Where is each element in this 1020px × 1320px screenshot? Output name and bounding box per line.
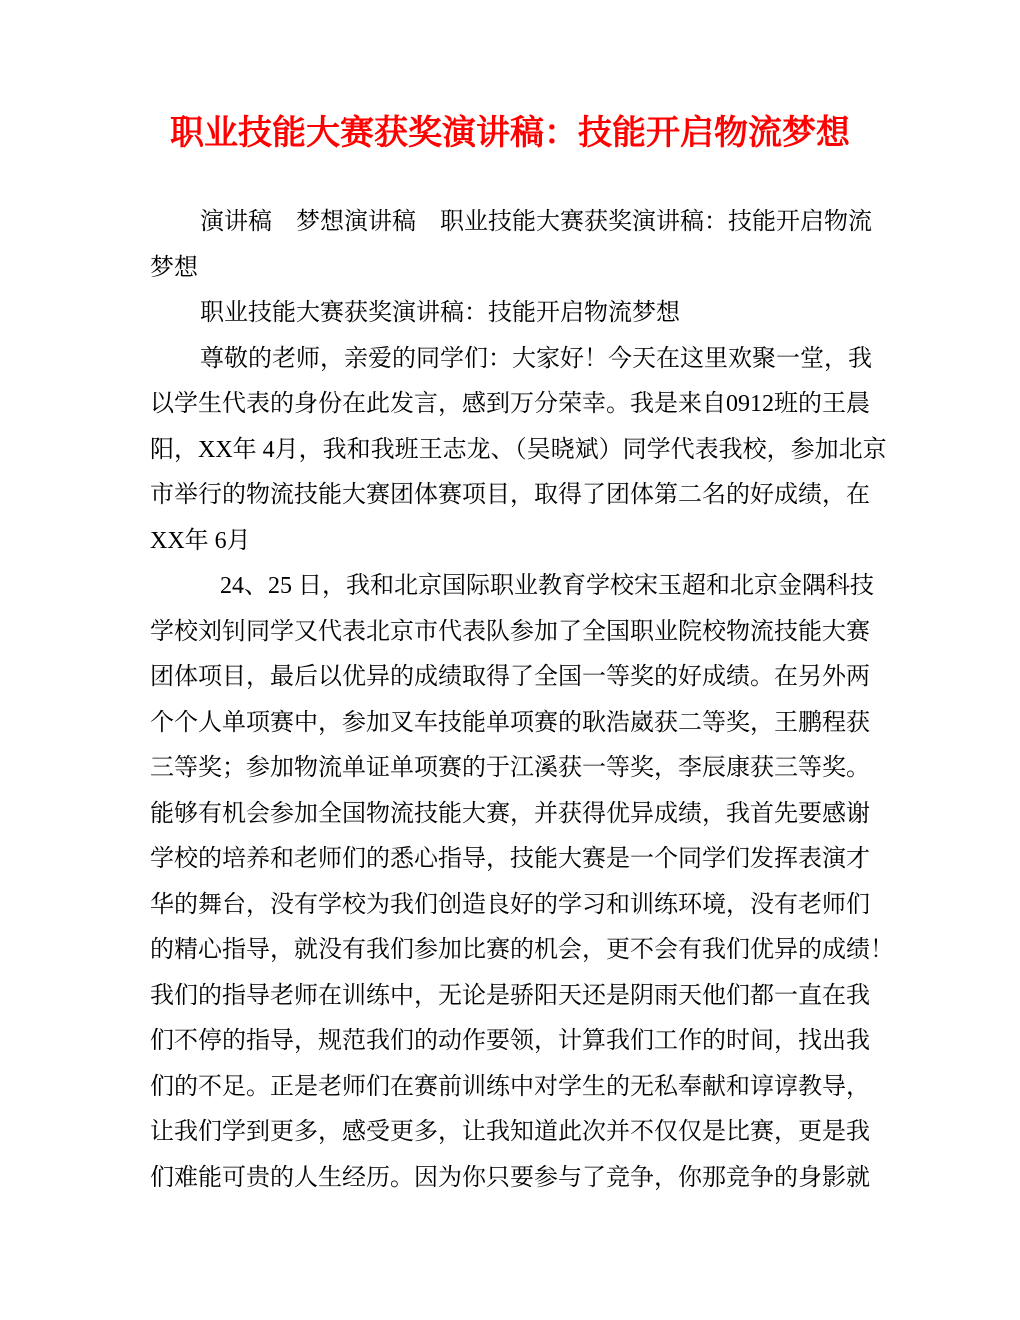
text-line: 市举行的物流技能大赛团体赛项目，取得了团体第二名的好成绩，在 — [150, 482, 870, 508]
text-line: 职业技能大赛获奖演讲稿：技能开启物流梦想 — [200, 300, 680, 326]
text-line: 三等奖；参加物流单证单项赛的于江溪获一等奖，李辰康获三等奖。 — [150, 755, 870, 781]
text-line: 阳，XX年 4月，我和我班王志龙、（吴晓斌）同学代表我校，参加北京 — [150, 436, 887, 463]
text-line: 让我们学到更多，感受更多，让我知道此次并不仅仅是比赛，更是我 — [150, 1119, 870, 1145]
text-line: 24、25 日，我和北京国际职业教育学校宋玉超和北京金隅科技 — [220, 573, 874, 599]
text-line: 们不停的指导，规范我们的动作要领，计算我们工作的时间，找出我 — [150, 1028, 870, 1054]
text-line: 团体项目，最后以优异的成绩取得了全国一等奖的好成绩。在另外两 — [150, 664, 870, 690]
text-line: 学校的培养和老师们的悉心指导，技能大赛是一个同学们发挥表演才 — [150, 846, 870, 872]
text-line: 尊敬的老师，亲爱的同学们：大家好！今天在这里欢聚一堂，我 — [200, 345, 872, 372]
text-line: 我们的指导老师在训练中，无论是骄阳天还是阴雨天他们都一直在我 — [150, 982, 870, 1009]
document-body — [150, 200, 894, 1201]
text-line: 们难能可贵的人生经历。因为你只要参与了竞争，你那竞争的身影就 — [150, 1164, 870, 1191]
text-line: XX年 6月 — [150, 527, 251, 554]
text-line: 们的不足。正是老师们在赛前训练中对学生的无私奉献和谆谆教导， — [150, 1073, 870, 1100]
text-line: 华的舞台，没有学校为我们创造良好的学习和训练环境，没有老师们 — [150, 891, 870, 918]
text-line: 梦想 — [150, 254, 198, 281]
text-line: 能够有机会参加全国物流技能大赛，并获得优异成绩，我首先要感谢 — [150, 800, 870, 827]
text-line: 学校刘钊同学又代表北京市代表队参加了全国职业院校物流技能大赛 — [150, 618, 870, 645]
text-line: 以学生代表的身份在此发言，感到万分荣幸。我是来自0912班的王晨 — [150, 391, 870, 417]
text-line: 演讲稿 梦想演讲稿 职业技能大赛获奖演讲稿：技能开启物流 — [200, 209, 872, 235]
page-title: 职业技能大赛获奖演讲稿：技能开启物流梦想 — [170, 115, 850, 152]
text-line: 个个人单项赛中，参加叉车技能单项赛的耿浩崴获二等奖，王鹏程获 — [150, 709, 870, 736]
text-line: 的精心指导，就没有我们参加比赛的机会，更不会有我们优异的成绩！ — [150, 937, 894, 963]
